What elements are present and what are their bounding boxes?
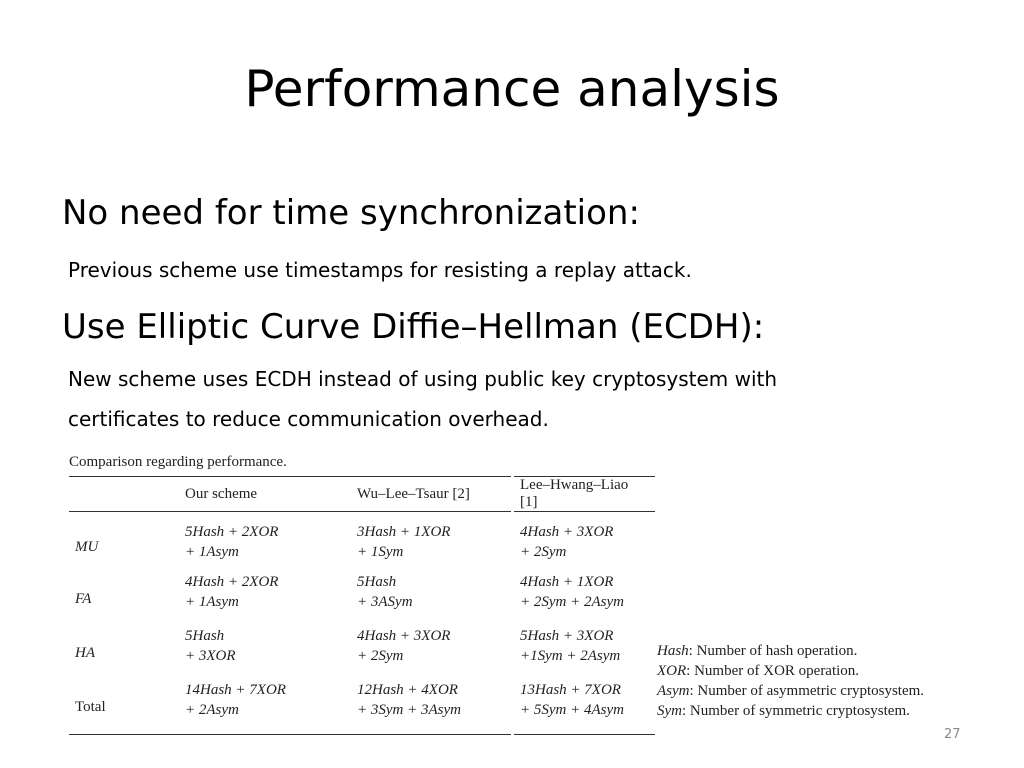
abbreviation-legend — [657, 641, 924, 721]
text-ecdh-line-2: certificates to reduce communication overhead. — [68, 407, 549, 431]
cell-line: +1Sym + 2Asym — [520, 648, 621, 664]
header-cell: Wu–Lee–Tsaur [2] — [351, 477, 513, 512]
legend-desc: : Number of asymmetric cryptosystem. — [689, 683, 925, 699]
heading-ecdh: Use Elliptic Curve Diffie–Hellman (ECDH): — [62, 307, 765, 347]
cell-line: + 3ASym — [357, 594, 413, 610]
row-label: MU — [75, 538, 99, 555]
cell-line: + 2Sym + 2Asym — [520, 594, 624, 610]
cell-line: + 5Sym + 4Asym — [520, 702, 624, 718]
table-cell — [179, 680, 351, 735]
table-row — [69, 572, 655, 626]
cell-line: + 3Sym + 3Asym — [357, 702, 461, 718]
table-cell — [351, 512, 513, 573]
table-row — [69, 512, 655, 573]
legend-term: Sym — [657, 703, 682, 719]
cell-line: 13Hash + 7XOR — [520, 682, 621, 698]
table-row — [69, 626, 655, 680]
header-cell — [69, 477, 179, 512]
cell-line: + 3XOR — [185, 648, 236, 664]
table-cell — [513, 572, 656, 626]
cell-line: 5Hash + 2XOR — [185, 524, 279, 540]
cell-line: 12Hash + 4XOR — [357, 682, 458, 698]
cell-line: + 1Sym — [357, 544, 404, 560]
legend-item — [657, 641, 924, 661]
text-timestamps: Previous scheme use timestamps for resisting a replay attack. — [68, 258, 692, 282]
legend-item — [657, 661, 924, 681]
legend-item — [657, 701, 924, 721]
page-number: 27 — [944, 727, 961, 742]
legend-term: XOR — [657, 663, 687, 679]
row-label: Total — [69, 680, 179, 735]
table-cell — [179, 572, 351, 626]
table-cell — [179, 626, 351, 680]
header-cell: Our scheme — [179, 477, 351, 512]
cell-line: 4Hash + 3XOR — [357, 628, 451, 644]
table-header-row — [69, 477, 655, 512]
table-cell — [179, 512, 351, 573]
cell-line: 14Hash + 7XOR — [185, 682, 286, 698]
table-cell — [513, 512, 656, 573]
cell-line: 3Hash + 1XOR — [357, 524, 451, 540]
row-label: FA — [75, 590, 92, 607]
legend-term: Hash — [657, 643, 689, 659]
table-row — [69, 680, 655, 735]
cell-line: 5Hash — [185, 628, 225, 644]
row-label: HA — [75, 644, 95, 661]
cell-line: 4Hash + 2XOR — [185, 574, 279, 590]
legend-term: Asym — [657, 683, 690, 699]
table-cell — [513, 626, 656, 680]
legend-desc: : Number of XOR operation. — [686, 663, 860, 679]
cell-line: 4Hash + 3XOR — [520, 524, 614, 540]
slide-title: Performance analysis — [244, 60, 780, 118]
header-cell: Lee–Hwang–Liao [1] — [513, 477, 656, 512]
table-caption: Comparison regarding performance. — [69, 454, 287, 470]
cell-line: + 1Asym — [185, 544, 239, 560]
legend-desc: : Number of hash operation. — [688, 643, 858, 659]
table-cell — [351, 626, 513, 680]
cell-line: 5Hash + 3XOR — [520, 628, 614, 644]
cell-line: + 1Asym — [185, 594, 239, 610]
cell-line: + 2Asym — [185, 702, 239, 718]
cell-line: 5Hash — [357, 574, 397, 590]
heading-time-sync: No need for time synchronization: — [62, 193, 640, 233]
table-cell — [351, 680, 513, 735]
cell-line: + 2Sym — [520, 544, 567, 560]
text-ecdh-line-1: New scheme uses ECDH instead of using public key cryptosystem with — [68, 367, 778, 391]
legend-desc: : Number of symmetric cryptosystem. — [682, 703, 910, 719]
table-cell — [513, 680, 656, 735]
cell-line: + 2Sym — [357, 648, 404, 664]
legend-item — [657, 681, 924, 701]
performance-table — [69, 476, 655, 735]
cell-line: 4Hash + 1XOR — [520, 574, 614, 590]
table-cell — [351, 572, 513, 626]
